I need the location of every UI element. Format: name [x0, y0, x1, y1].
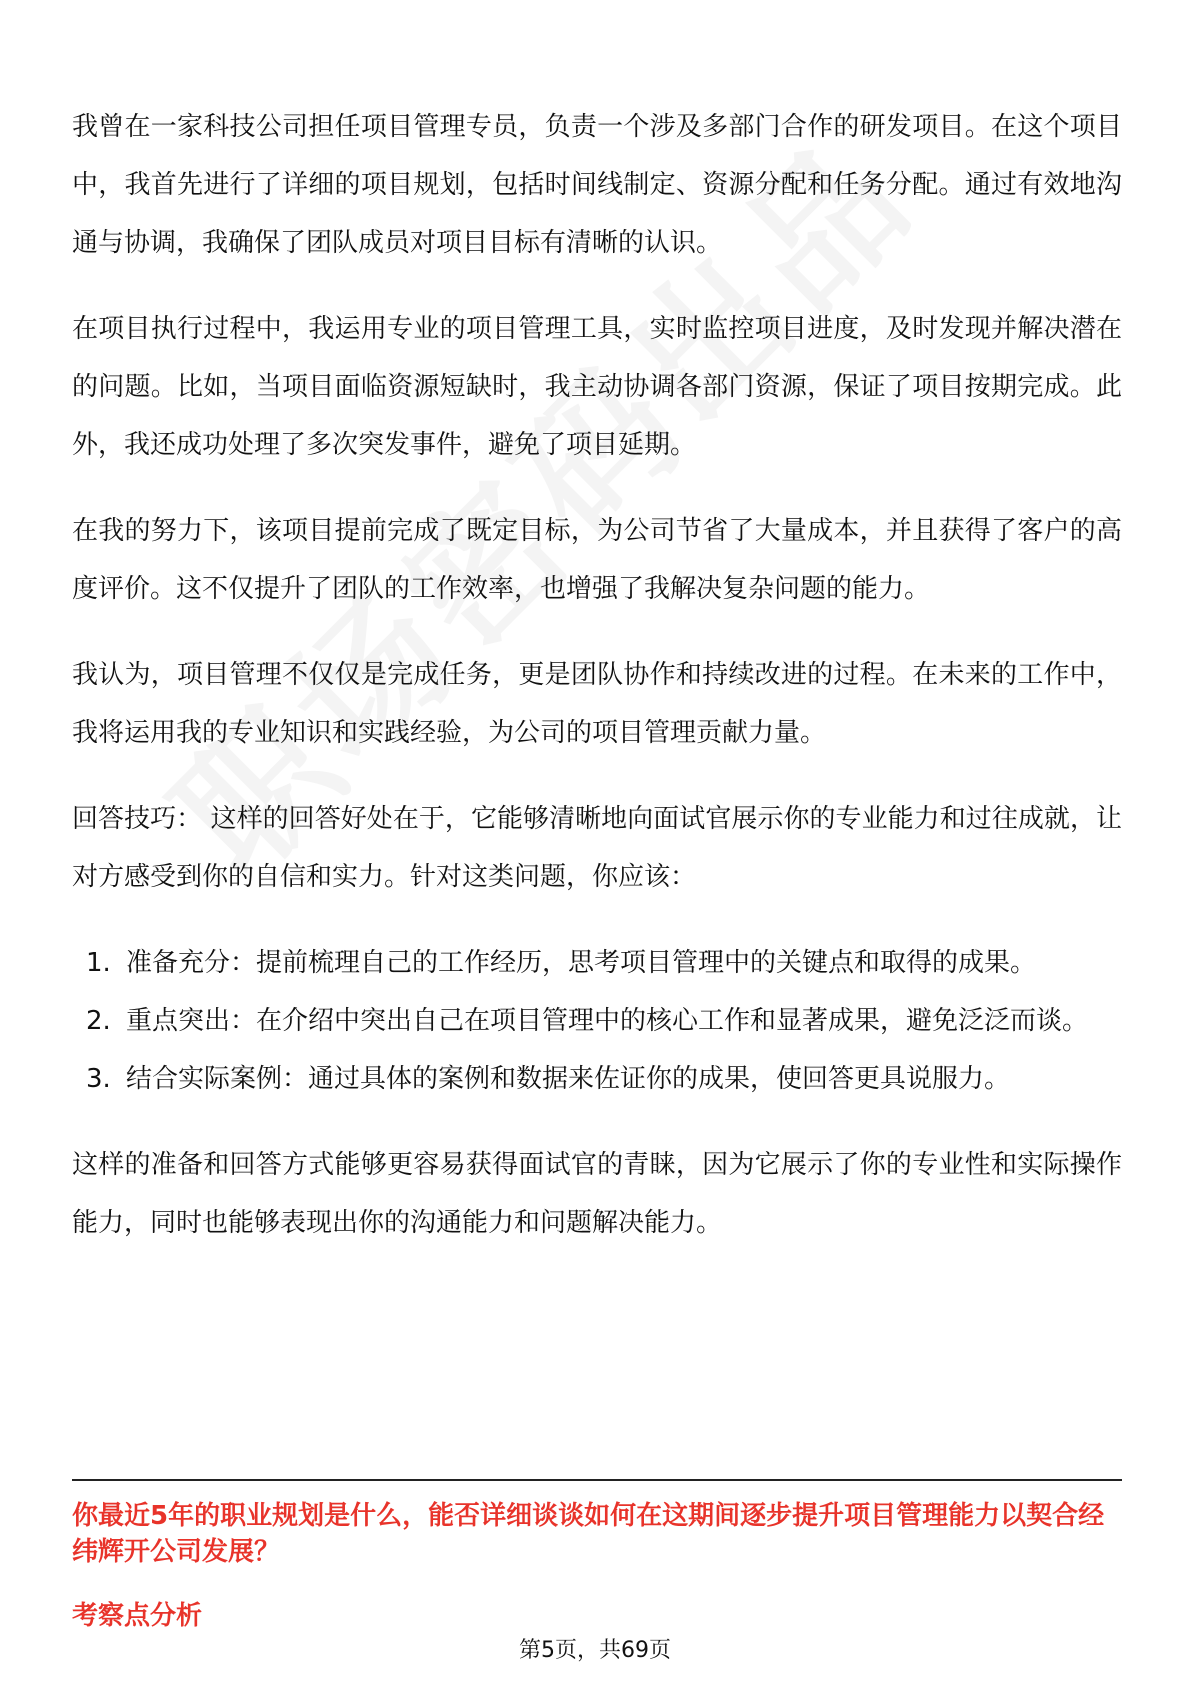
list-number: 1.	[86, 948, 111, 978]
answer-paragraph-2: 在项目执行过程中，我运用专业的项目管理工具，实时监控项目进度，及时发现并解决潜在的问题。比如，当项目面临资源短缺时，我主动协调各部门资源，保证了项目按期完成。此外，我还成功处理了多次突发事件，避免了项目延期。	[72, 314, 1122, 460]
list-number: 3.	[86, 1064, 111, 1094]
next-question-heading: 你最近5年的职业规划是什么，能否详细谈谈如何在这期间逐步提升项目管理能力以契合经纬辉开公司发展？	[72, 1501, 1105, 1567]
list-item	[72, 934, 1122, 992]
answer-paragraph-3: 在我的努力下，该项目提前完成了既定目标，为公司节省了大量成本，并且获得了客户的高度评价。这不仅提升了团队的工作效率，也增强了我解决复杂问题的能力。	[72, 516, 1122, 604]
analysis-heading: 考察点分析	[72, 1601, 203, 1631]
list-item	[72, 992, 1122, 1050]
answer-paragraph-1: 我曾在一家科技公司担任项目管理专员，负责一个涉及多部门合作的研发项目。在这个项目中，我首先进行了详细的项目规划，包括时间线制定、资源分配和任务分配。通过有效地沟通与协调，我确保了团队成员对项目目标有清晰的认识。	[72, 112, 1122, 258]
answer-tips-intro: 回答技巧： 这样的回答好处在于，它能够清晰地向面试官展示你的专业能力和过往成就，让对方感受到你的自信和实力。针对这类问题，你应该：	[72, 804, 1122, 892]
list-item-text: 结合实际案例：通过具体的案例和数据来佐证你的成果，使回答更具说服力。	[126, 1064, 1011, 1094]
list-item-text: 重点突出：在介绍中突出自己在项目管理中的核心工作和显著成果，避免泛泛而谈。	[126, 1006, 1089, 1036]
document-body	[72, 98, 1122, 1280]
list-item-text: 准备充分：提前梳理自己的工作经历，思考项目管理中的关键点和取得的成果。	[126, 948, 1037, 978]
page-number: 第5页，共69页	[519, 1638, 671, 1663]
answer-paragraph-4: 我认为，项目管理不仅仅是完成任务，更是团队协作和持续改进的过程。在未来的工作中，我将运用我的专业知识和实践经验，为公司的项目管理贡献力量。	[72, 660, 1122, 748]
list-item	[72, 1050, 1122, 1108]
closing-paragraph: 这样的准备和回答方式能够更容易获得面试官的青睐，因为它展示了你的专业性和实际操作能力，同时也能够表现出你的沟通能力和问题解决能力。	[72, 1150, 1122, 1238]
tips-list	[72, 934, 1122, 1108]
section-divider	[72, 1479, 1122, 1481]
list-number: 2.	[86, 1006, 111, 1036]
